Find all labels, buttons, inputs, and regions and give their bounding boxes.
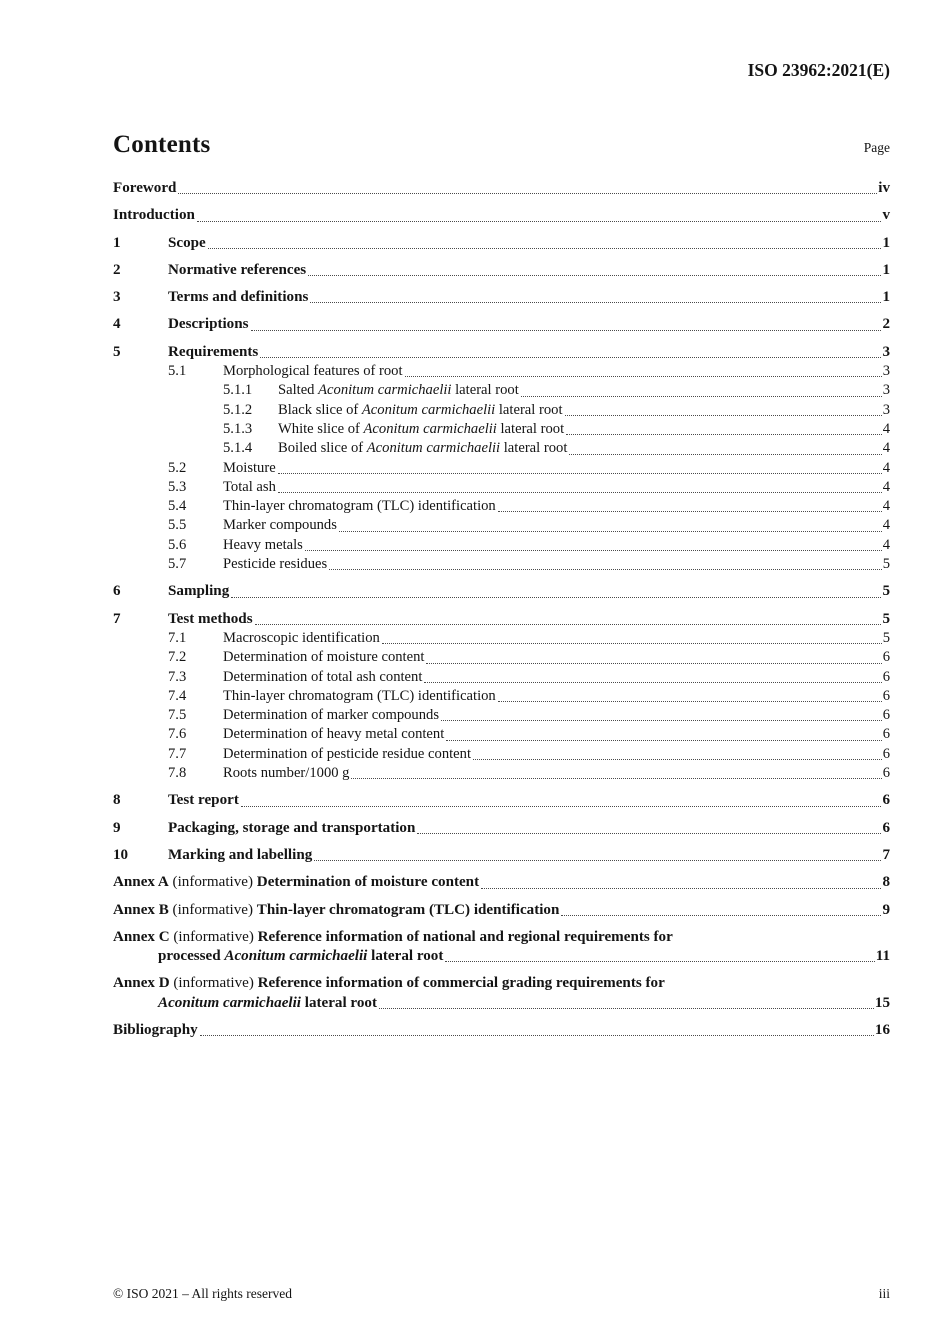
toc-leader-dots xyxy=(446,740,881,741)
toc-entry-text: Test report xyxy=(168,792,239,809)
toc-leader-dots xyxy=(231,597,881,598)
toc-page-number: 6 xyxy=(882,687,890,704)
toc-page-number: 6 xyxy=(882,668,890,685)
toc-entry-line xyxy=(113,1021,890,1040)
folio-page-number: iii xyxy=(878,1286,890,1301)
toc-entry-text: Bibliography xyxy=(113,1021,198,1038)
toc-entry-text: Aconitum carmichaelii xyxy=(158,994,301,1011)
toc-leader-dots xyxy=(441,720,882,721)
toc-entry-number: 5.5 xyxy=(168,517,187,534)
toc-entry-text: Marking and labelling xyxy=(168,846,313,863)
toc-leader-dots xyxy=(569,454,881,455)
toc-entry-number: 7.3 xyxy=(168,668,187,685)
toc-leader-dots xyxy=(251,330,882,331)
toc-entry-text: Aconitum carmichaelii xyxy=(363,420,497,437)
page-column-label: Page xyxy=(863,140,890,155)
toc-entry-text: Salted xyxy=(278,382,319,399)
toc-entry-number: 7.1 xyxy=(168,629,187,646)
toc-entry-line xyxy=(113,764,890,783)
toc-entry-line xyxy=(113,745,890,764)
toc-entry-number: 5.1.2 xyxy=(223,401,253,418)
toc-entry-text: Determination of pesticide residue content xyxy=(223,745,472,762)
toc-leader-dots xyxy=(481,888,881,889)
toc-page-number: 3 xyxy=(882,401,890,418)
toc-entry-line xyxy=(113,497,890,516)
toc-entry-number: 5.2 xyxy=(168,459,187,476)
toc-page-number: 5 xyxy=(882,583,890,600)
toc-entry-text: Aconitum carmichaelii xyxy=(366,440,501,457)
toc-page-number: 6 xyxy=(882,765,890,782)
toc-page-number: 5 xyxy=(882,610,890,627)
toc-entry-line xyxy=(113,288,890,307)
toc-entry-text: (informative) xyxy=(169,975,258,992)
toc-entry-text: Requirements xyxy=(168,343,259,360)
toc-leader-dots xyxy=(521,396,882,397)
toc-entry-text: Thin-layer chromatogram (TLC) identification xyxy=(256,901,560,918)
toc-entry-text: Annex B xyxy=(113,901,169,918)
toc-entry-text: lateral root xyxy=(496,420,565,437)
toc-entry-line xyxy=(113,343,890,362)
toc-entry-number: 5.3 xyxy=(168,478,187,495)
toc-leader-dots xyxy=(305,550,882,551)
toc-entry-number: 10 xyxy=(113,846,129,863)
toc-entry-number: 5.1.3 xyxy=(223,420,253,437)
toc-page-number: 6 xyxy=(882,819,890,836)
toc-leader-dots xyxy=(445,961,874,962)
toc-entry-number: 5.1 xyxy=(168,363,187,380)
toc-leader-dots xyxy=(426,663,881,664)
toc-entry-number: 9 xyxy=(113,819,121,836)
toc-entry-text: Determination of marker compounds xyxy=(223,707,440,724)
toc-leader-dots xyxy=(417,833,881,834)
toc-entry-text: Determination of moisture content xyxy=(256,874,480,891)
toc-entry-text: Thin-layer chromatogram (TLC) identification xyxy=(223,687,496,704)
toc-entry-number: 5.6 xyxy=(168,536,187,553)
toc-leader-dots xyxy=(208,248,882,249)
toc-entry-line xyxy=(113,459,890,478)
toc-entry-line xyxy=(113,381,890,400)
toc-leader-dots xyxy=(339,531,882,532)
toc-leader-dots xyxy=(405,376,882,377)
toc-page-number: 5 xyxy=(882,629,890,646)
toc-entry-text: Pesticide residues xyxy=(223,556,328,573)
toc-entry-number: 1 xyxy=(113,234,121,251)
toc-entry-text: Determination of heavy metal content xyxy=(223,726,445,743)
toc-entry-line xyxy=(113,668,890,687)
toc-page-number: 6 xyxy=(882,707,890,724)
toc-entry-text: Heavy metals xyxy=(223,536,303,553)
toc-leader-dots xyxy=(498,511,882,512)
toc-entry-text: Scope xyxy=(168,234,206,251)
toc-entry-line xyxy=(113,725,890,744)
toc-entry-number: 8 xyxy=(113,792,121,809)
toc-entry-text: Boiled slice of xyxy=(278,440,367,457)
toc-leader-dots xyxy=(473,759,882,760)
toc-entry-line xyxy=(113,478,890,497)
toc-leader-dots xyxy=(241,806,882,807)
toc-entry-line xyxy=(113,401,890,420)
toc-entry-number: 5.7 xyxy=(168,556,187,573)
toc-entry-text: Aconitum carmichaelii xyxy=(224,948,368,965)
toc-leader-dots xyxy=(200,1035,874,1036)
toc-page-number: 3 xyxy=(882,343,890,360)
toc-leader-dots xyxy=(379,1008,874,1009)
toc-entry-text: Packaging, storage and transportation xyxy=(168,819,416,836)
toc-entry-number: 7.6 xyxy=(168,726,187,743)
toc-page-number: 3 xyxy=(882,363,890,380)
toc-entry-text: Annex D xyxy=(113,975,170,992)
toc-entry-text: processed xyxy=(158,948,225,965)
toc-entry-text: Foreword xyxy=(113,180,177,196)
toc-entry-line xyxy=(113,629,890,648)
toc-page-number: 6 xyxy=(882,649,890,666)
toc-leader-dots xyxy=(178,193,877,194)
toc-entry-line xyxy=(113,791,890,810)
toc-page-number: 4 xyxy=(882,440,890,457)
toc-leader-dots xyxy=(278,473,882,474)
toc-entry-number: 7.7 xyxy=(168,745,187,762)
toc-entry-number: 5.1.1 xyxy=(223,382,253,399)
doc-reference: ISO 23962:2021(E) xyxy=(747,60,890,80)
toc-leader-dots xyxy=(314,860,881,861)
toc-leader-dots xyxy=(566,434,882,435)
toc-leader-dots xyxy=(565,415,882,416)
toc-page-number: iv xyxy=(878,180,890,196)
toc-page-number: 4 xyxy=(882,478,890,495)
toc-page-number: 16 xyxy=(874,1021,890,1038)
toc-entry-text: (informative) xyxy=(169,928,258,945)
toc-entry-text: (informative) xyxy=(168,874,257,891)
page-title: Contents xyxy=(113,131,211,158)
toc-page-number: 1 xyxy=(882,234,890,251)
toc-leader-dots xyxy=(278,492,882,493)
toc-entry-line xyxy=(113,994,890,1013)
toc-entry-number: 4 xyxy=(113,316,121,333)
toc-entry-line xyxy=(113,439,890,458)
toc-page-number: 11 xyxy=(875,948,890,965)
toc-entry-number: 3 xyxy=(113,289,121,306)
toc-entry-text: Thin-layer chromatogram (TLC) identification xyxy=(223,498,496,515)
toc-leader-dots xyxy=(382,643,882,644)
toc-page-number: v xyxy=(882,207,890,224)
toc-page-number: 1 xyxy=(882,289,890,306)
toc-entry-text: Macroscopic identification xyxy=(223,629,380,646)
toc-entry-line xyxy=(113,947,890,966)
toc-leader-dots xyxy=(255,624,882,625)
toc-entry-line xyxy=(113,516,890,535)
toc-entry-line xyxy=(113,555,890,574)
toc-leader-dots xyxy=(329,569,882,570)
toc-entry-line xyxy=(113,974,890,993)
toc-entry-text: Annex C xyxy=(113,928,170,945)
toc-entry-text: Reference information of commercial grading requirements for xyxy=(257,975,665,992)
toc-entry-text: Annex A xyxy=(113,874,169,891)
contents-header-row xyxy=(113,131,890,159)
toc-page-number: 6 xyxy=(882,792,890,809)
toc-page-number: 6 xyxy=(882,726,890,743)
toc-entry-text: Morphological features of root xyxy=(223,363,403,380)
toc-page-number: 1 xyxy=(882,261,890,278)
toc-leader-dots xyxy=(424,682,881,683)
toc-page-number: 4 xyxy=(882,459,890,476)
toc-entry-line xyxy=(113,206,890,225)
toc-entry-number: 5.1.4 xyxy=(223,440,253,457)
toc-page-number: 8 xyxy=(882,874,890,891)
toc-entry-line xyxy=(113,261,890,280)
toc-entry-text: Normative references xyxy=(168,261,307,278)
toc-entry-line xyxy=(113,819,890,838)
toc-entry-line xyxy=(113,234,890,253)
toc-leader-dots xyxy=(351,778,881,779)
toc-entry-text: lateral root xyxy=(451,382,519,399)
toc-entry-number: 2 xyxy=(113,261,121,278)
toc-entry-text: White slice of xyxy=(278,420,364,437)
toc-page-number: 3 xyxy=(882,382,890,399)
toc-page-number: 5 xyxy=(882,556,890,573)
toc-leader-dots xyxy=(308,275,881,276)
toc-entry-text: Aconitum carmichaelii xyxy=(318,382,452,399)
toc-entry-text: Terms and definitions xyxy=(168,289,309,306)
toc-page-number: 9 xyxy=(882,901,890,918)
toc-entry-line xyxy=(113,582,890,601)
toc-entry-text: Introduction xyxy=(113,207,195,224)
toc-entry-text: Marker compounds xyxy=(223,517,337,534)
toc-entry-text: lateral root xyxy=(495,401,563,418)
toc-leader-dots xyxy=(561,915,881,916)
toc-entry-text: Descriptions xyxy=(168,316,249,333)
toc-entry-line xyxy=(113,928,890,947)
copyright-notice: © ISO 2021 – All rights reserved xyxy=(113,1286,292,1301)
toc-entry-line xyxy=(113,873,890,892)
toc-page-number: 4 xyxy=(882,517,890,534)
toc-entry-number: 7 xyxy=(113,610,121,627)
toc xyxy=(113,179,890,1040)
page-footer xyxy=(113,1286,890,1302)
toc-entry-text: Determination of total ash content xyxy=(223,668,423,685)
toc-page-number: 4 xyxy=(882,536,890,553)
toc-entry-text: lateral root xyxy=(500,440,568,457)
toc-page-number: 6 xyxy=(882,745,890,762)
toc-entry-line xyxy=(113,315,890,334)
toc-entry-line xyxy=(113,846,890,865)
toc-page-number: 2 xyxy=(882,316,890,333)
toc-entry-line xyxy=(113,706,890,725)
toc-entry-line xyxy=(113,687,890,706)
contents-page xyxy=(113,131,890,1040)
toc-leader-dots xyxy=(310,302,881,303)
toc-entry-text: (informative) xyxy=(168,901,257,918)
toc-entry-text: Roots number/1000 g xyxy=(223,765,350,782)
toc-entry-line xyxy=(113,362,890,381)
toc-page-number: 4 xyxy=(882,498,890,515)
toc-entry-line xyxy=(113,901,890,920)
toc-entry-number: 7.8 xyxy=(168,765,187,782)
toc-entry-text: Total ash xyxy=(223,478,276,495)
toc-leader-dots xyxy=(260,357,881,358)
toc-entry-number: 6 xyxy=(113,583,121,600)
toc-page-number: 4 xyxy=(882,420,890,437)
toc-entry-text: lateral root xyxy=(300,994,377,1011)
toc-entry-text: Reference information of national and regional requirements for xyxy=(257,928,673,945)
toc-entry-line xyxy=(113,536,890,555)
toc-entry-text: lateral root xyxy=(367,948,444,965)
toc-entry-number: 7.4 xyxy=(168,687,187,704)
toc-entry-number: 5.4 xyxy=(168,498,187,515)
toc-entry-line xyxy=(113,610,890,629)
toc-leader-dots xyxy=(498,701,882,702)
toc-page-number: 15 xyxy=(874,994,890,1011)
toc-entry-line xyxy=(113,420,890,439)
toc-entry-text: Test methods xyxy=(168,610,253,627)
toc-entry-number: 7.2 xyxy=(168,649,187,666)
toc-entry-text: Aconitum carmichaelii xyxy=(361,401,496,418)
toc-entry-text: Black slice of xyxy=(278,401,362,418)
toc-entry-number: 7.5 xyxy=(168,707,187,724)
toc-entry-line xyxy=(113,179,890,198)
toc-entry-text: Moisture xyxy=(223,459,276,476)
toc-leader-dots xyxy=(197,221,882,222)
toc-entry-text: Determination of moisture content xyxy=(223,649,425,666)
toc-entry-line xyxy=(113,648,890,667)
toc-entry-text: Sampling xyxy=(168,583,230,600)
toc-entry-number: 5 xyxy=(113,343,121,360)
toc-page-number: 7 xyxy=(882,846,890,863)
